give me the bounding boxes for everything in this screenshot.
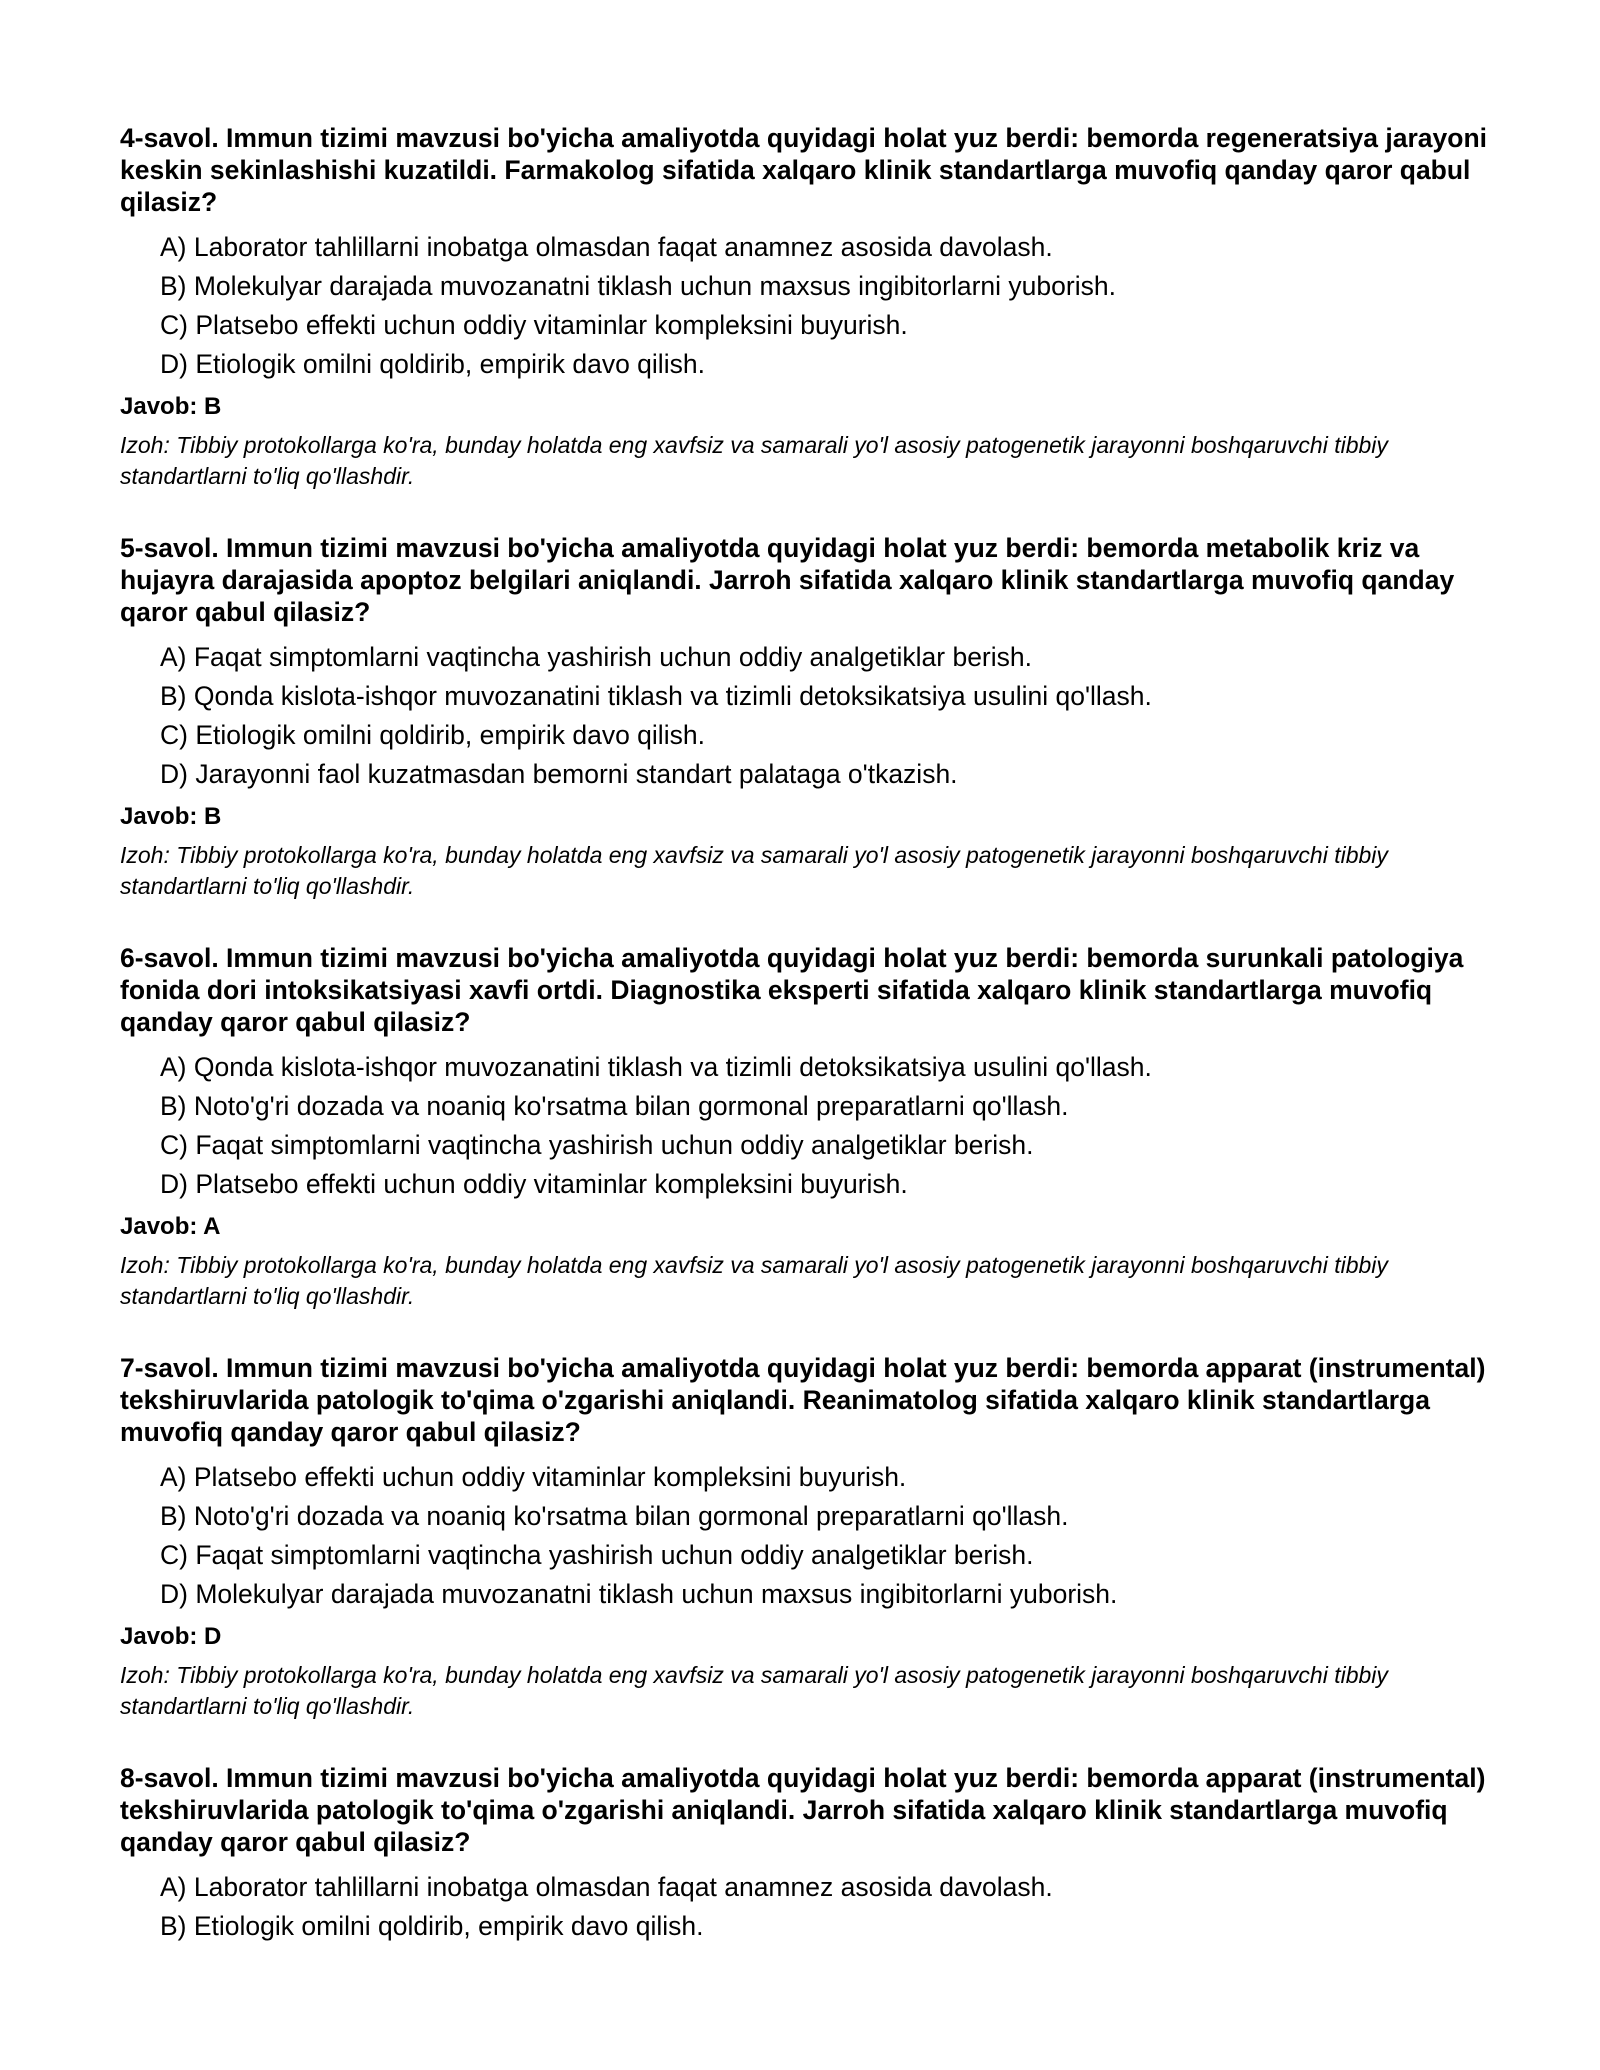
- option-item: D) Jarayonni faol kuzatmasdan bemorni standart palataga o'tkazish.: [160, 759, 958, 789]
- answer-label: Javob: A: [120, 1213, 221, 1240]
- option-item: A) Faqat simptomlarni vaqtincha yashirish uchun oddiy analgetiklar berish.: [160, 642, 1032, 672]
- option-list: [120, 1458, 1490, 1614]
- option-item: B) Qonda kislota-ishqor muvozanatini tiklash va tizimli detoksikatsiya usulini qo'llash.: [160, 681, 1152, 711]
- option-item: D) Platsebo effekti uchun oddiy vitaminlar kompleksini buyurish.: [160, 1169, 908, 1199]
- option-item: A) Laborator tahlillarni inobatga olmasdan faqat anamnez asosida davolash.: [160, 232, 1053, 262]
- question-text: 4-savol. Immun tizimi mavzusi bo'yicha amaliyotda quyidagi holat yuz berdi: bemorda regeneratsiya jarayoni keskin sekinlashishi kuzatildi. Farmakolog sifatida xalqaro klinik standartlarga muvofiq qanday qaror qabul qilasiz?: [120, 123, 1488, 217]
- option-item: B) Noto'g'ri dozada va noaniq ko'rsatma bilan gormonal preparatlarni qo'llash.: [160, 1091, 1069, 1121]
- question-block: [120, 1762, 1490, 1946]
- question-text: 5-savol. Immun tizimi mavzusi bo'yicha amaliyotda quyidagi holat yuz berdi: bemorda metabolik kriz va hujayra darajasida apoptoz belgilari aniqlandi. Jarroh sifatida xalqaro klinik standartlarga muvofiq qanday qaror qabul qilasiz?: [120, 533, 1455, 627]
- option-item: C) Platsebo effekti uchun oddiy vitaminlar kompleksini buyurish.: [160, 310, 908, 340]
- question-block: [120, 942, 1490, 1312]
- answer-label: Javob: D: [120, 1623, 222, 1650]
- option-item: D) Molekulyar darajada muvozanatni tiklash uchun maxsus ingibitorlarni yuborish.: [160, 1579, 1118, 1609]
- question-text: 7-savol. Immun tizimi mavzusi bo'yicha amaliyotda quyidagi holat yuz berdi: bemorda apparat (instrumental) tekshiruvlarida patologik to'qima o'zgarishi aniqlandi. Reanimatolog sifatida xalqaro klinik standartlarga muvofiq qanday qaror qabul qilasiz?: [120, 1353, 1486, 1447]
- option-item: D) Etiologik omilni qoldirib, empirik davo qilish.: [160, 349, 705, 379]
- option-list: [120, 228, 1490, 384]
- question-block: [120, 1352, 1490, 1722]
- question-text: 8-savol. Immun tizimi mavzusi bo'yicha amaliyotda quyidagi holat yuz berdi: bemorda apparat (instrumental) tekshiruvlarida patologik to'qima o'zgarishi aniqlandi. Jarroh sifatida xalqaro klinik standartlarga muvofiq qanday qaror qabul qilasiz?: [120, 1763, 1486, 1857]
- option-item: B) Noto'g'ri dozada va noaniq ko'rsatma bilan gormonal preparatlarni qo'llash.: [160, 1501, 1069, 1531]
- question-block: [120, 532, 1490, 902]
- answer-label: Javob: B: [120, 803, 222, 830]
- option-item: A) Laborator tahlillarni inobatga olmasdan faqat anamnez asosida davolash.: [160, 1872, 1053, 1902]
- option-item: C) Etiologik omilni qoldirib, empirik davo qilish.: [160, 720, 705, 750]
- option-list: [120, 1868, 1490, 1946]
- option-item: A) Qonda kislota-ishqor muvozanatini tiklash va tizimli detoksikatsiya usulini qo'llash.: [160, 1052, 1152, 1082]
- question-block: [120, 122, 1490, 492]
- option-item: C) Faqat simptomlarni vaqtincha yashirish uchun oddiy analgetiklar berish.: [160, 1540, 1034, 1570]
- explanation-note: Izoh: Tibbiy protokollarga ko'ra, bunday holatda eng xavfsiz va samarali yo'l asosiy patogenetik jarayonni boshqaruvchi tibbiy standartlarni to'liq qo'llashdir.: [120, 432, 1388, 489]
- option-item: B) Etiologik omilni qoldirib, empirik davo qilish.: [160, 1911, 704, 1941]
- option-item: B) Molekulyar darajada muvozanatni tiklash uchun maxsus ingibitorlarni yuborish.: [160, 271, 1116, 301]
- option-item: A) Platsebo effekti uchun oddiy vitaminlar kompleksini buyurish.: [160, 1462, 907, 1492]
- explanation-note: Izoh: Tibbiy protokollarga ko'ra, bunday holatda eng xavfsiz va samarali yo'l asosiy patogenetik jarayonni boshqaruvchi tibbiy standartlarni to'liq qo'llashdir.: [120, 1662, 1388, 1719]
- option-item: C) Faqat simptomlarni vaqtincha yashirish uchun oddiy analgetiklar berish.: [160, 1130, 1034, 1160]
- question-text: 6-savol. Immun tizimi mavzusi bo'yicha amaliyotda quyidagi holat yuz berdi: bemorda surunkali patologiya fonida dori intoksikatsiyasi xavfi ortdi. Diagnostika eksperti sifatida xalqaro klinik standartlarga muvofiq qanday qaror qabul qilasiz?: [120, 943, 1464, 1037]
- option-list: [120, 638, 1490, 794]
- option-list: [120, 1048, 1490, 1204]
- answer-label: Javob: B: [120, 393, 222, 420]
- explanation-note: Izoh: Tibbiy protokollarga ko'ra, bunday holatda eng xavfsiz va samarali yo'l asosiy patogenetik jarayonni boshqaruvchi tibbiy standartlarni to'liq qo'llashdir.: [120, 1252, 1388, 1309]
- explanation-note: Izoh: Tibbiy protokollarga ko'ra, bunday holatda eng xavfsiz va samarali yo'l asosiy patogenetik jarayonni boshqaruvchi tibbiy standartlarni to'liq qo'llashdir.: [120, 842, 1388, 899]
